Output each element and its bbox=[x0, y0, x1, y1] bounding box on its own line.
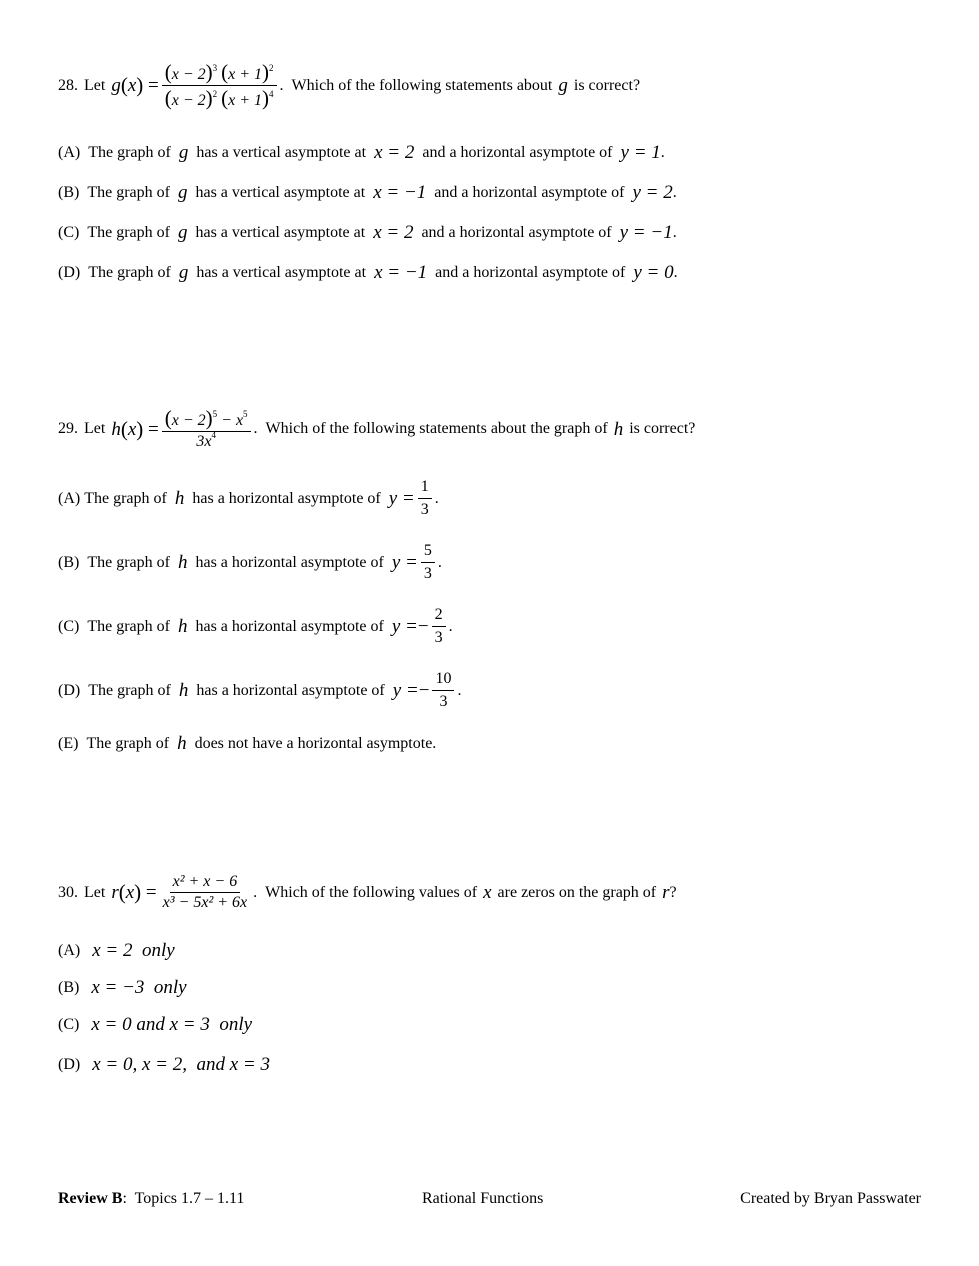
question-30-stem: 30. Let r ( x ) = $\frac{\text{x² + x − 6}}{\text{x³ − 5x² + 6x}}$ . Which of the following values of x are zeros on the graph of r ? bbox=[58, 873, 677, 911]
let-word: Let bbox=[84, 76, 106, 94]
q29-option-e[interactable]: (E) The graph of h does not have a horizontal asymptote. bbox=[58, 733, 437, 754]
q30-option-b[interactable]: (B) x = −3 only bbox=[58, 977, 187, 998]
footer-review: Review B bbox=[58, 1190, 123, 1207]
q30-option-c[interactable]: (C) x = 0 and x = 3 only bbox=[58, 1014, 253, 1035]
footer-center: Rational Functions bbox=[422, 1190, 544, 1207]
r-fraction: $\frac{\text{x² + x − 6}}{\text{x³ − 5x² + 6x}}$ bbox=[162, 873, 248, 911]
question-text: Which of the following values of bbox=[265, 883, 478, 901]
question-text: Which of the following statements about the graph of bbox=[265, 420, 608, 437]
q28-option-b[interactable]: (B) The graph of g has a vertical asymptote at x = −1 and a horizontal asymptote of y = 2 . bbox=[58, 182, 677, 203]
let-word: Let bbox=[84, 420, 106, 437]
footer-topics: : Topics 1.7 – 1.11 bbox=[122, 1190, 245, 1207]
g-fraction: $\frac{(x - 2)^3 (x + 1)^2}{(x - 2)^2 (x + 1)^4}$ bbox=[162, 62, 277, 109]
q28-option-d[interactable]: (D) The graph of g has a vertical asymptote at x = −1 and a horizontal asymptote of y = 0 . bbox=[58, 262, 678, 283]
q29-option-c[interactable]: (C) The graph of h has a horizontal asymptote of y = − $\frac{2}{3}$ . bbox=[58, 606, 453, 646]
q29-option-b[interactable]: (B) The graph of h has a horizontal asymptote of y = $\frac{5}{3}$ . bbox=[58, 542, 442, 582]
question-number: 29. bbox=[58, 420, 78, 437]
question-28-stem: 28. Let g ( x ) = $\frac{(x - 2)^3 (x + 1)^2}{(x - 2)^2 (x + 1)^4}$ . Which of the following statements about g is correct? bbox=[58, 60, 641, 110]
q29-option-a[interactable]: (A) The graph of h has a horizontal asymptote of y = $\frac{1}{3}$ . bbox=[58, 478, 439, 518]
let-word: Let bbox=[84, 883, 106, 901]
footer-right: Created by Bryan Passwater bbox=[740, 1190, 921, 1207]
question-number: 30. bbox=[58, 883, 78, 901]
q29-option-d[interactable]: (D) The graph of h has a horizontal asymptote of y = − $\frac{10}{3}$ . bbox=[58, 670, 462, 710]
question-number: 28. bbox=[58, 76, 78, 94]
footer-left bbox=[58, 1190, 244, 1208]
q28-option-c[interactable]: (C) The graph of g has a vertical asymptote at x = 2 and a horizontal asymptote of y = −1 . bbox=[58, 222, 677, 243]
function-name: h bbox=[111, 418, 121, 440]
function-name: g bbox=[111, 75, 121, 96]
q28-option-a[interactable]: (A) The graph of g has a vertical asymptote at x = 2 and a horizontal asymptote of y = 1 . bbox=[58, 142, 665, 163]
question-29-stem: 29. Let h ( x ) = $\frac{(x - 2)^5 - x^5}{3x^4}$ . Which of the following statements about the graph of h is correct? bbox=[58, 406, 696, 450]
h-fraction: $\frac{(x - 2)^5 - x^5}{3x^4}$ bbox=[162, 408, 251, 450]
function-name: r bbox=[111, 882, 119, 903]
question-text: Which of the following statements about bbox=[291, 76, 553, 94]
q30-option-d[interactable]: (D) x = 0, x = 2, and x = 3 bbox=[58, 1054, 270, 1075]
q30-option-a[interactable]: (A) x = 2 only bbox=[58, 940, 175, 961]
